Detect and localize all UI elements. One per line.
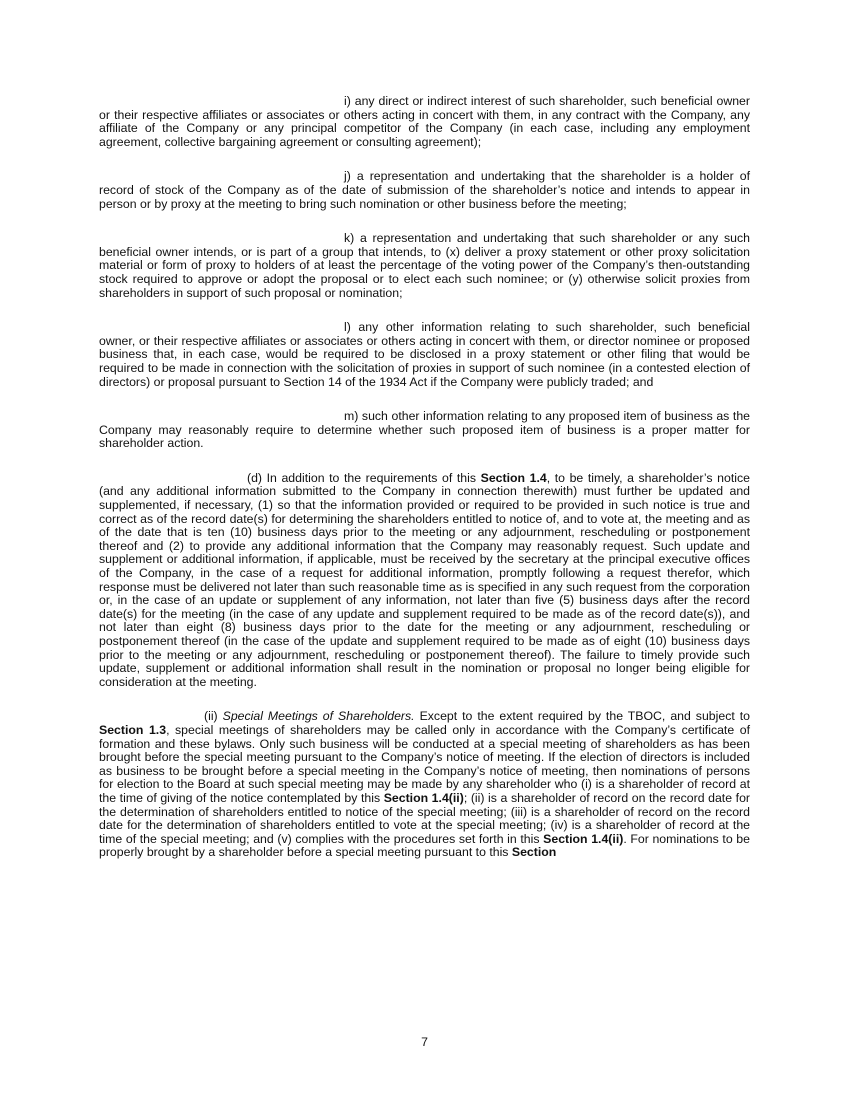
text-run: j) a representation and undertaking that the shareholder is a holder of record of stock of the Company as of the date of submission of the shareholder’s notice and intends to appear in person or by proxy at the meeting to bring such nomination or other business before the meeting; [99, 169, 750, 211]
paragraph-i [99, 95, 750, 149]
paragraph-k [99, 232, 750, 300]
text-run: (d) In addition to the requirements of this [247, 470, 481, 485]
text-run: k) a representation and undertaking that such shareholder or any such beneficial owner intends, or is part of a group that intends, to (x) deliver a proxy statement or other proxy solicitation material or form of proxy to holders of at least the percentage of the voting power of the Company’s then-outstanding stock required to approve or adopt the proposal or to elect each such nominee; or (y) otherwise solicit proxies from shareholders in support of such proposal or nomination; [99, 231, 750, 300]
document-page [99, 95, 750, 860]
bold-reference: Section 1.4(ii) [383, 790, 464, 805]
page-number: 7 [421, 1035, 428, 1049]
bold-reference: Section 1.4(ii) [543, 831, 624, 846]
text-run: ; (ii) is a shareholder of record on the record date for the determination of shareholders entitled to notice of the special meeting; (iii) is a shareholder of record on the record date for the determination of shareholders entitled to vote at the special meeting; (iv) is a shareholder of record at the time of the special meeting; and (v) complies with the procedures set forth in this [99, 790, 750, 846]
paragraph-l [99, 321, 750, 389]
bold-reference: Section [511, 845, 557, 860]
text-run: . For nominations to be properly brought by a shareholder before a special meeting pursuant to this [99, 831, 750, 860]
text-run: (ii) [204, 709, 223, 724]
text-run: Except to the extent required by the TBOC, and subject to [414, 709, 750, 724]
text-run: , to be timely, a shareholder’s notice (and any additional information submitted to the Company in connection therewith) must further be updated and supplemented, if necessary, (1) so that the information provided or required to be provided in such notice is true and correct as of the record date(s) for determining the shareholders entitled to notice of, and to vote at, the meeting and as of the date that is ten (10) business days prior to the meeting or any adjournment, rescheduling or postponement thereof and (2) to provide any additional information that the Company may reasonably request. Such update and supplement or additional information, if applicable, must be received by the secretary at the principal executive offices of the Company, in the case of a request for additional information, promptly following a request therefor, which response must be delivered not later than such reasonable time as is specified in any such request from the corporation or, in the case of an update or supplement of any information, not later than five (5) business days after the record date(s) for the meeting (in the case of any update and supplement required to be made as of the record date(s)), and not later than eight (8) business days prior to the date for the meeting or any adjournment, rescheduling or postponement thereof (in the case of the update and supplement required to be made as of eight (10) business days prior to the meeting or any adjournment, rescheduling or postponement thereof). The failure to timely provide such update, supplement or additional information shall result in the nomination or proposal no longer being eligible for consideration at the meeting. [99, 470, 750, 689]
text-run: , special meetings of shareholders may be called only in accordance with the Company’s certificate of formation and these bylaws. Only such business will be conducted at a special meeting of shareholders as has been brought before the special meeting pursuant to the Company’s notice of meeting. If the election of directors is included as business to be brought before a special meeting in the Company’s notice of meeting, then nominations of persons for election to the Board at such special meeting may be made by any shareholder who (i) is a shareholder of record at the time of giving of the notice contemplated by this [99, 722, 750, 805]
text-run: l) any other information relating to such shareholder, such beneficial owner, or their respective affiliates or associates or others acting in concert with them, or director nominee or proposed business that, in each case, would be required to be disclosed in a proxy statement or other filing that would be required to be made in connection with the solicitation of proxies in support of such nominee (in a contested election of directors) or proposal pursuant to Section 14 of the 1934 Act if the Company were publicly traded; and [99, 320, 750, 389]
text-run: i) any direct or indirect interest of such shareholder, such beneficial owner or their respective affiliates or associates or others acting in concert with them, in any contract with the Company, any affiliate of the Company or any principal competitor of the Company (in each case, including any employment agreement, collective bargaining agreement or consulting agreement); [99, 94, 750, 149]
paragraph-m [99, 410, 750, 451]
paragraph-d [99, 472, 750, 690]
text-run: m) such other information relating to any proposed item of business as the Company may reasonably require to determine whether such proposed item of business is a proper matter for shareholder action. [99, 409, 750, 451]
italic-heading: Special Meetings of Shareholders. [222, 709, 415, 724]
bold-reference: Section 1.4 [480, 470, 547, 485]
bold-reference: Section 1.3 [99, 722, 167, 737]
paragraph-ii [99, 710, 750, 860]
paragraph-j [99, 170, 750, 211]
